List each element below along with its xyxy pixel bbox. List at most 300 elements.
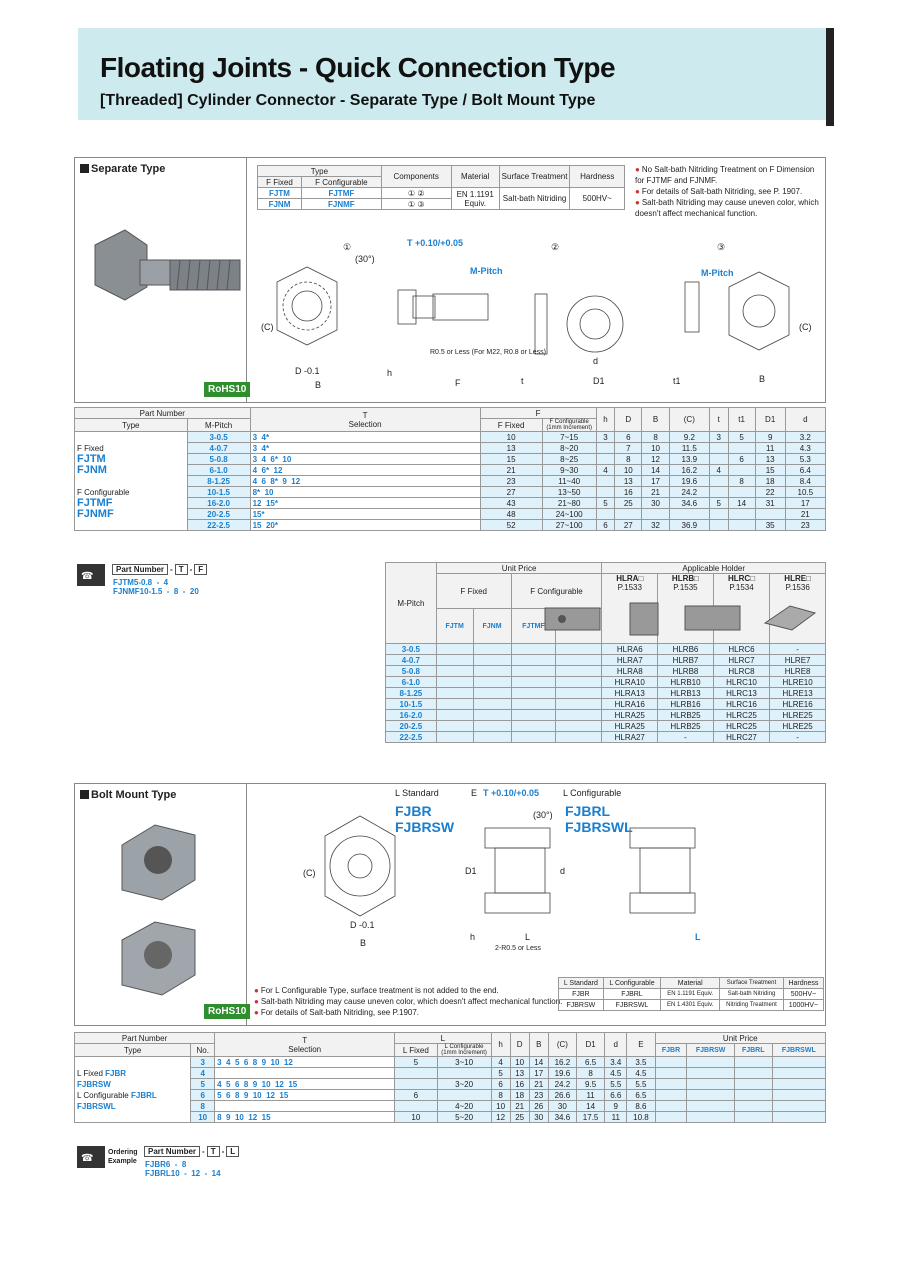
bolt-b: B [360, 938, 367, 948]
bolt-note-2: ● Salt-bath Nitriding may cause uneven color, which doesn't affect mechanical function. [254, 997, 563, 1006]
table-cell: HLRE10 [770, 677, 826, 688]
bolt-ordering-example-1: FJBR6 - 8 [145, 1160, 187, 1169]
unit-price-cell[interactable] [687, 1090, 734, 1101]
table-cell [709, 509, 728, 520]
table-cell: 5.5 [627, 1079, 655, 1090]
table-cell: 6 [491, 1079, 510, 1090]
separate-ordering-example-2: FJNMF10-1.5 - 8 - 20 [113, 587, 199, 596]
table-cell: 27 [480, 487, 542, 498]
table-cell [669, 509, 709, 520]
table-cell: 25 [510, 1112, 529, 1123]
table-cell: 8* 10 [250, 487, 480, 498]
table-row [386, 699, 826, 710]
table-cell [728, 465, 755, 476]
bolt-spec-table: Part Number T Selection L h D B (C) D1 d E Unit Price Type No. L Fixed L Configurable (1mm Increment) FJBR FJBRSW FJBRL FJBRSWL L Fixed FJBR FJBRSW L Configurable FJBRL FJBRSWL 3 3 4 5 6 8 9 10 12 5 3~10 4 10 14 16.2 6.5 3.4 3.5 4 5 13 17 19.6 8 4.5 4.5 5 4 5 6 8 9 10 12 15 3~20 6 16 21 24.2 9.5 5.5 5.5 6 5 6 8 9 10 12 15 6 8 18 23 26.6 11 6.6 6.5 8 4~20 10 21 26 30 14 9 8.6 10 8 9 10 12 15 10 5~20 12 25 30 34.6 17.5 11 10.8 [74, 1032, 826, 1123]
l-standard-label: L Standard [395, 788, 439, 798]
unit-price-cell[interactable] [556, 677, 602, 688]
table-cell: HLRA8 [602, 666, 658, 677]
unit-price-cell[interactable] [473, 699, 511, 710]
unit-price-cell[interactable] [556, 732, 602, 743]
table-cell: 6.5 [576, 1057, 604, 1068]
unit-price-cell[interactable] [655, 1079, 687, 1090]
table-cell: 3 [191, 1057, 215, 1068]
table-cell: 4 5 6 8 9 10 12 15 [215, 1079, 395, 1090]
table-cell: HLRC13 [713, 688, 769, 699]
separate-spec-table: Part Number T Selection F h D B (C) t t1 D1 d Type M-Pitch F Fixed F Configurable (1mm Increment) F Fixed FJTM FJNM F Configurable FJTMF FJNMF 3-0.5 3 4* 10 7~15 3 6 8 9.2 3 5 9 3.2 4-0.7 3 4* 13 8~20 7 10 11.5 11 4.3 5-0.8 3 4 6* 10 15 8~25 8 12 13.9 6 13 5.3 6-1.0 4 6* 12 21 9~30 4 10 14 16.2 4 15 6.4 8-1.25 4 6 8* 9 12 23 11~40 13 17 19.6 8 18 8.4 10-1.5 8* 10 27 13~50 16 21 24.2 22 10.5 16-2.0 12 15* 43 21~80 5 25 30 34.6 5 14 31 17 20-2.5 15* 48 24~100 21 22-2.5 15 20* 52 27~100 6 27 32 36.9 35 23 [74, 407, 826, 531]
table-cell [215, 1068, 395, 1079]
unit-price-cell[interactable] [436, 688, 473, 699]
table-cell: 27 [615, 520, 642, 531]
table-cell: 6.4 [785, 465, 825, 476]
table-cell [437, 1068, 491, 1079]
unit-price-cell[interactable] [511, 655, 556, 666]
table-row [75, 443, 826, 454]
table-cell: 18 [755, 476, 785, 487]
table-cell [596, 476, 615, 487]
table-cell: 9~30 [542, 465, 596, 476]
table-cell: 48 [480, 509, 542, 520]
unit-price-cell[interactable] [556, 666, 602, 677]
bolt-technical-drawing [255, 788, 825, 958]
table-cell: 8~25 [542, 454, 596, 465]
table-cell: 8.6 [627, 1101, 655, 1112]
unit-price-cell[interactable] [687, 1068, 734, 1079]
table-cell: 17 [529, 1068, 548, 1079]
table-cell: 13 [510, 1068, 529, 1079]
table-cell: 17 [642, 476, 669, 487]
table-cell: 5-0.8 [386, 666, 437, 677]
table-cell: 12 [642, 454, 669, 465]
table-cell: 10 [510, 1057, 529, 1068]
table-cell: 3.2 [785, 432, 825, 443]
separate-ordering-example-1: FJTM5-0.8 - 4 [113, 578, 169, 587]
unit-price-cell[interactable] [556, 688, 602, 699]
unit-price-cell[interactable] [511, 710, 556, 721]
table-cell: 6 [395, 1090, 437, 1101]
unit-price-cell[interactable] [556, 710, 602, 721]
unit-price-cell[interactable] [436, 666, 473, 677]
table-cell: 16.2 [669, 465, 709, 476]
unit-price-cell[interactable] [436, 699, 473, 710]
table-cell: 5~20 [437, 1112, 491, 1123]
unit-price-cell[interactable] [655, 1057, 687, 1068]
unit-price-cell[interactable] [734, 1112, 772, 1123]
d1-label: D1 [593, 376, 605, 386]
table-cell: HLRB13 [658, 688, 714, 699]
table-cell: - [770, 732, 826, 743]
table-cell: 11 [576, 1090, 604, 1101]
holder-table: M-Pitch Unit Price Applicable Holder F Fixed F Configurable HLRA□ P.1533 HLRB□ P.1535 HLRC□ P.1534 HLRE□ P.1536 FJTM FJNM FJTMF 3-0.5 HLRA6 HLRB6 HLRC6 - 4-0.7 HLRA7 HLRB7 HLRC7 HLRE7 5-0.8 HLRA8 HLRB8 HLRC8 HLRE8 6-1.0 HLRA10 HLRB10 HLRC10 HLRE10 8-1.25 HLRA13 HLRB13 HLRC13 HLRE13 10-1.5 HLRA16 HLRB16 HLRC16 HLRE16 16-2.0 HLRA25 HLRB25 HLRC25 HLRE25 20-2.5 HLRA25 HLRB25 HLRC25 HLRE25 22-2.5 HLRA27 - HLRC27 - [385, 562, 826, 743]
table-cell: 8 [642, 432, 669, 443]
table-cell [615, 509, 642, 520]
table-cell: 8 [191, 1101, 215, 1112]
bolt-mount-type-label: Bolt Mount Type [80, 789, 176, 801]
unit-price-cell[interactable] [511, 666, 556, 677]
table-cell: HLRC8 [713, 666, 769, 677]
table-cell: HLRB25 [658, 721, 714, 732]
table-cell: 22-2.5 [187, 520, 250, 531]
unit-price-cell[interactable] [734, 1057, 772, 1068]
unit-price-cell[interactable] [734, 1068, 772, 1079]
table-cell: 34.6 [669, 498, 709, 509]
bolt-ordering-icon [76, 1145, 106, 1169]
table-cell: 15 [755, 465, 785, 476]
unit-price-cell[interactable] [772, 1112, 825, 1123]
table-cell: 30 [642, 498, 669, 509]
table-row [386, 721, 826, 732]
separate-technical-drawing [255, 232, 825, 400]
table-row [386, 677, 826, 688]
table-cell: 20-2.5 [386, 721, 437, 732]
angle-label: (30°) [355, 254, 375, 264]
table-cell: 24~100 [542, 509, 596, 520]
table-cell: 15 20* [250, 520, 480, 531]
table-cell: 30 [548, 1101, 576, 1112]
table-cell: 8~20 [542, 443, 596, 454]
table-cell: 4.5 [605, 1068, 627, 1079]
table-cell: HLRC25 [713, 710, 769, 721]
unit-price-cell[interactable] [473, 644, 511, 655]
table-cell: HLRA10 [602, 677, 658, 688]
type-cell: F Fixed FJTM FJNM F Configurable FJTMF FJNMF [75, 432, 188, 531]
table-row [386, 710, 826, 721]
table-row [75, 509, 826, 520]
table-cell: HLRA25 [602, 721, 658, 732]
table-cell: 26.6 [548, 1090, 576, 1101]
table-cell: HLRB16 [658, 699, 714, 710]
table-cell: 3 [596, 432, 615, 443]
table-cell: 13.9 [669, 454, 709, 465]
separate-notes [635, 164, 825, 219]
table-cell: 5 [491, 1068, 510, 1079]
c-label: (C) [261, 322, 274, 332]
bolt-mount-photo [110, 810, 220, 1010]
table-cell: 10 [191, 1112, 215, 1123]
callout-1: ① [343, 242, 352, 252]
table-cell: 8.4 [785, 476, 825, 487]
callout-2: ② [551, 242, 560, 252]
table-cell: 21~80 [542, 498, 596, 509]
table-cell: 4 [596, 465, 615, 476]
unit-price-cell[interactable] [436, 655, 473, 666]
table-cell: 11~40 [542, 476, 596, 487]
table-cell: 10-1.5 [187, 487, 250, 498]
table-cell: 15* [250, 509, 480, 520]
table-cell: HLRB25 [658, 710, 714, 721]
table-cell: 3.5 [627, 1057, 655, 1068]
e-label: E [471, 788, 478, 798]
unit-price-cell[interactable] [734, 1079, 772, 1090]
unit-price-cell[interactable] [473, 677, 511, 688]
table-cell: - [770, 644, 826, 655]
rohs-badge: RoHS10 [204, 382, 250, 397]
table-row [75, 1057, 826, 1068]
callout-3: ③ [717, 242, 726, 252]
unit-price-cell[interactable] [772, 1057, 825, 1068]
unit-price-cell[interactable] [734, 1101, 772, 1112]
table-cell: 6 [728, 454, 755, 465]
bolt-d: D -0.1 [350, 920, 375, 930]
table-cell: 5.3 [785, 454, 825, 465]
unit-price-cell[interactable] [436, 677, 473, 688]
table-cell: 6.5 [627, 1090, 655, 1101]
bolt-h: h [470, 932, 476, 942]
unit-price-cell[interactable] [473, 655, 511, 666]
name-fjbrswl: FJBRSWL [565, 819, 633, 835]
table-cell: HLRC10 [713, 677, 769, 688]
table-cell: 14 [576, 1101, 604, 1112]
table-cell: 4 6* 12 [250, 465, 480, 476]
bolt-angle: (30°) [533, 810, 553, 820]
table-cell: 5.5 [605, 1079, 627, 1090]
name-fjbrsw: FJBRSW [395, 819, 455, 835]
unit-price-cell[interactable] [687, 1101, 734, 1112]
unit-price-cell[interactable] [556, 721, 602, 732]
table-cell: 8 9 10 12 15 [215, 1112, 395, 1123]
table-cell [395, 1079, 437, 1090]
table-cell: 32 [642, 520, 669, 531]
table-cell [596, 443, 615, 454]
table-row [386, 732, 826, 743]
table-cell: 16.2 [548, 1057, 576, 1068]
table-row [75, 520, 826, 531]
unit-price-cell[interactable] [556, 655, 602, 666]
unit-price-cell[interactable] [473, 710, 511, 721]
bolt-ordering-label: Ordering Example [108, 1149, 138, 1165]
table-cell: 14 [642, 465, 669, 476]
unit-price-cell[interactable] [655, 1090, 687, 1101]
table-row [386, 655, 826, 666]
bolt-rohs-badge: RoHS10 [204, 1004, 250, 1019]
table-cell: 10 [480, 432, 542, 443]
table-cell: 12 [491, 1112, 510, 1123]
table-cell: 16 [615, 487, 642, 498]
table-cell: 6 [191, 1090, 215, 1101]
table-cell: HLRE25 [770, 721, 826, 732]
table-cell: 9.5 [576, 1079, 604, 1090]
table-cell: 16-2.0 [386, 710, 437, 721]
unit-price-cell[interactable] [687, 1112, 734, 1123]
page-subtitle: [Threaded] Cylinder Connector - Separate Type / Bolt Mount Type [100, 92, 596, 109]
table-row [386, 688, 826, 699]
bolt-d-small: d [560, 866, 566, 876]
table-cell: 21 [529, 1079, 548, 1090]
table-cell: - [658, 732, 714, 743]
table-cell: 3 4 5 6 8 9 10 12 [215, 1057, 395, 1068]
table-cell: 16-2.0 [187, 498, 250, 509]
bolt-notes [254, 985, 564, 1018]
table-cell: 17 [785, 498, 825, 509]
unit-price-cell[interactable] [734, 1090, 772, 1101]
table-cell: 9 [755, 432, 785, 443]
d-label: D -0.1 [295, 366, 320, 376]
unit-price-cell[interactable] [511, 688, 556, 699]
note-1: ● No Salt-bath Nitriding Treatment on F Dimension for FJTMF and FJNMF. [635, 165, 815, 185]
unit-price-cell[interactable] [655, 1112, 687, 1123]
separate-bolt-photo [85, 215, 245, 325]
table-cell: 3 4* [250, 432, 480, 443]
table-cell: 3 4* [250, 443, 480, 454]
m-pitch-label-3: M-Pitch [701, 268, 734, 278]
bolt-d1: D1 [465, 866, 477, 876]
unit-price-cell[interactable] [655, 1068, 687, 1079]
table-cell: 4 6 8* 9 12 [250, 476, 480, 487]
svg-text:☎: ☎ [81, 1153, 94, 1164]
unit-price-cell[interactable] [511, 732, 556, 743]
table-cell: 23 [480, 476, 542, 487]
table-row [75, 465, 826, 476]
table-cell: HLRE7 [770, 655, 826, 666]
table-cell [709, 443, 728, 454]
table-cell [596, 454, 615, 465]
f-label: F [455, 378, 461, 388]
unit-price-cell[interactable] [772, 1090, 825, 1101]
unit-price-cell[interactable] [687, 1079, 734, 1090]
t-label: t [521, 376, 524, 386]
table-cell: 3 [709, 432, 728, 443]
table-cell: 26 [529, 1101, 548, 1112]
bolt-ordering-example-2: FJBRL10 - 12 - 14 [145, 1169, 221, 1178]
table-cell: 4-0.7 [386, 655, 437, 666]
table-cell: 27~100 [542, 520, 596, 531]
table-cell: 8-1.25 [187, 476, 250, 487]
bolt-t-tol: T +0.10/+0.05 [483, 788, 540, 798]
bolt-note-1: ● For L Configurable Type, surface treatment is not added to the end. [254, 986, 499, 995]
svg-text:☎: ☎ [81, 571, 94, 582]
unit-price-cell[interactable] [511, 721, 556, 732]
table-cell: 11.5 [669, 443, 709, 454]
table-cell: HLRE8 [770, 666, 826, 677]
table-cell: 24.2 [548, 1079, 576, 1090]
table-cell [395, 1068, 437, 1079]
table-row [75, 432, 826, 443]
table-cell: HLRB8 [658, 666, 714, 677]
table-cell: 13 [480, 443, 542, 454]
table-cell: 22 [755, 487, 785, 498]
table-cell: HLRB10 [658, 677, 714, 688]
unit-price-cell[interactable] [473, 666, 511, 677]
unit-price-cell[interactable] [473, 688, 511, 699]
table-cell [596, 509, 615, 520]
table-cell: 21 [642, 487, 669, 498]
table-cell: 8 [576, 1068, 604, 1079]
table-cell: HLRC6 [713, 644, 769, 655]
unit-price-cell[interactable] [655, 1101, 687, 1112]
table-cell: HLRA25 [602, 710, 658, 721]
table-cell: 21 [480, 465, 542, 476]
table-cell [709, 454, 728, 465]
table-cell: 34.6 [548, 1112, 576, 1123]
unit-price-cell[interactable] [436, 721, 473, 732]
table-cell [215, 1101, 395, 1112]
table-cell: 5 [728, 432, 755, 443]
table-cell: 6-1.0 [386, 677, 437, 688]
table-cell: 6 [596, 520, 615, 531]
table-cell [728, 443, 755, 454]
ordering-example-icon [76, 563, 106, 587]
d-small-label: d [593, 356, 599, 366]
bolt-ordering: Part Number - T - L [142, 1146, 241, 1157]
table-cell: 3-0.5 [386, 644, 437, 655]
table-cell: 19.6 [669, 476, 709, 487]
table-cell: 4~20 [437, 1101, 491, 1112]
unit-price-cell[interactable] [556, 699, 602, 710]
table-cell: 13 [755, 454, 785, 465]
table-cell: 10.5 [785, 487, 825, 498]
unit-price-cell[interactable] [772, 1079, 825, 1090]
unit-price-cell[interactable] [511, 644, 556, 655]
table-cell [728, 520, 755, 531]
table-cell: HLRB7 [658, 655, 714, 666]
table-cell: 7~15 [542, 432, 596, 443]
table-cell: 10 [642, 443, 669, 454]
table-cell [709, 476, 728, 487]
table-cell: HLRE13 [770, 688, 826, 699]
table-cell: 30 [529, 1112, 548, 1123]
unit-price-cell[interactable] [473, 721, 511, 732]
unit-price-cell[interactable] [436, 710, 473, 721]
table-cell: 5 [395, 1057, 437, 1068]
table-cell: HLRE16 [770, 699, 826, 710]
table-cell: 43 [480, 498, 542, 509]
bolt-type-cell: L Fixed FJBR FJBRSW L Configurable FJBRL FJBRSWL [75, 1057, 191, 1123]
table-cell: 4 [191, 1068, 215, 1079]
table-cell: 11 [605, 1112, 627, 1123]
table-cell: 8-1.25 [386, 688, 437, 699]
unit-price-cell[interactable] [687, 1057, 734, 1068]
table-row [75, 476, 826, 487]
table-cell: 5 [596, 498, 615, 509]
m-pitch-label: M-Pitch [470, 266, 503, 276]
table-cell: 11 [755, 443, 785, 454]
table-row [75, 454, 826, 465]
unit-price-cell[interactable] [772, 1068, 825, 1079]
table-cell: 31 [755, 498, 785, 509]
table-cell: 21 [785, 509, 825, 520]
table-cell: HLRA7 [602, 655, 658, 666]
r-note: R0.5 or Less (For M22, R0.8 or Less) [430, 349, 546, 356]
table-cell: 3.4 [605, 1057, 627, 1068]
table-cell [728, 487, 755, 498]
table-cell: 5 6 8 9 10 12 15 [215, 1090, 395, 1101]
h-label: h [387, 368, 393, 378]
unit-price-cell[interactable] [772, 1101, 825, 1112]
table-cell: 4 [709, 465, 728, 476]
table-cell: 4.3 [785, 443, 825, 454]
table-cell [755, 509, 785, 520]
unit-price-cell[interactable] [556, 644, 602, 655]
unit-price-cell[interactable] [436, 732, 473, 743]
unit-price-cell[interactable] [436, 644, 473, 655]
table-cell: 13 [615, 476, 642, 487]
table-cell: 13~50 [542, 487, 596, 498]
table-cell: 35 [755, 520, 785, 531]
unit-price-cell[interactable] [473, 732, 511, 743]
table-cell [728, 509, 755, 520]
unit-price-cell[interactable] [511, 699, 556, 710]
unit-price-cell[interactable] [511, 677, 556, 688]
note-2: ● For details of Salt-bath Nitriding, see P. 1907. [635, 187, 803, 196]
table-row [386, 644, 826, 655]
table-cell: HLRA6 [602, 644, 658, 655]
table-cell: 4 [491, 1057, 510, 1068]
table-cell: 10 [491, 1101, 510, 1112]
table-cell: HLRB6 [658, 644, 714, 655]
table-cell [709, 520, 728, 531]
table-cell: 5 [709, 498, 728, 509]
holder-photos [540, 598, 820, 640]
table-cell: 21 [510, 1101, 529, 1112]
